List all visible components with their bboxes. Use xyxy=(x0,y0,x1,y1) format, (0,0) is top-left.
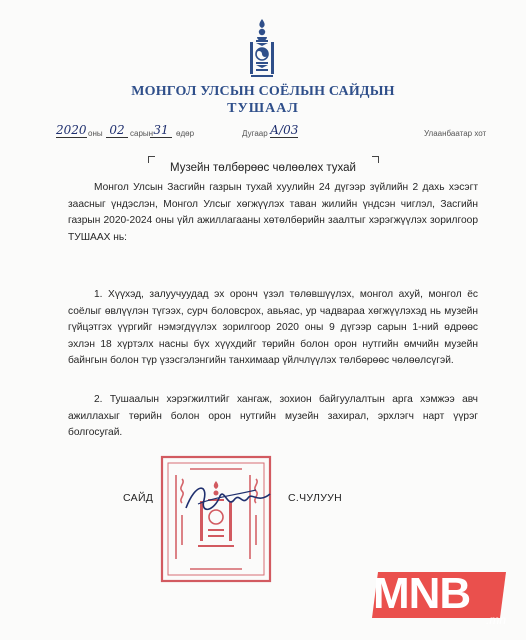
decree-number: А/03 xyxy=(270,123,299,137)
handwritten-signature xyxy=(178,478,278,522)
decree-subject: Музейн төлбөрөөс чөлөөлөх тухай xyxy=(170,162,356,174)
mnb-logo: MNB xyxy=(373,569,471,618)
city-label: Улаанбаатар хот xyxy=(424,129,487,138)
signatory-title: САЙД xyxy=(123,492,154,504)
dateline xyxy=(0,125,526,145)
date-year: 2020 xyxy=(56,123,87,137)
soyombo-emblem-icon xyxy=(247,18,277,78)
date-day-label: өдөр xyxy=(176,129,195,138)
body-paragraph-intro: Монгол Улсын Засгийн газрын тухай хуулийн 24 дүгээр зүйлийн 2 дахь хэсэгт заасныг үндэслэн, Монгол Улсыг хөгжүүлэх таван жилийн үндсэн чиглэл, Засгийн газрын 2020-2024 оны үйл ажиллагааны хөтөлбөрийн заалтыг хэрэгжүүлэх зорилгоор ТУШААХ нь: xyxy=(68,182,478,243)
date-year-label: оны xyxy=(88,129,103,138)
date-month: 02 xyxy=(106,123,128,138)
decree-number-label: Дугаар xyxy=(242,129,268,138)
mnb-logo-domain: .mn xyxy=(486,613,507,627)
signatory-name: С.ЧУЛУУН xyxy=(288,492,343,504)
date-month-label: сарын xyxy=(130,129,154,138)
ministry-title: МОНГОЛ УЛСЫН СОЁЛЫН САЙДЫН xyxy=(131,84,395,99)
date-day: 31 xyxy=(150,123,172,138)
body-paragraph-2: 2. Тушаалын хэрэгжилтийг хангаж, зохион байгуулалтын арга хэмжээ авч ажиллахыг төрийн болон орон нутгийн музейн захирал, эрхлэгч нарт үүрэг болгосугай. xyxy=(68,394,478,438)
body-paragraph-1: 1. Хүүхэд, залуучуудад эх оронч үзэл төлөвшүүлэх, монгол ахуй, монгол ёс соёлыг өвлүүлэн түгээх, сурч боловсрох, авьяас, ур чадвараа хөгжүүлэхэд нь музейн гүйцэтгэх үүргийг нэмэгдүүлэх зорилгоор 2020 оны 9 дүгээр сарын 1-ний өдрөөс эхлэн 18 хүртэлх насны бүх хүүхдийг төрийн болон орон нутгийн өмчийн музейн байнгын болон түр үзэсгэлэнгийн танхимаар үйлчлүүлэх төлбөрөөс чөлөөлсүгэй. xyxy=(68,289,478,366)
document-type-title: ТУШААЛ xyxy=(227,101,299,116)
